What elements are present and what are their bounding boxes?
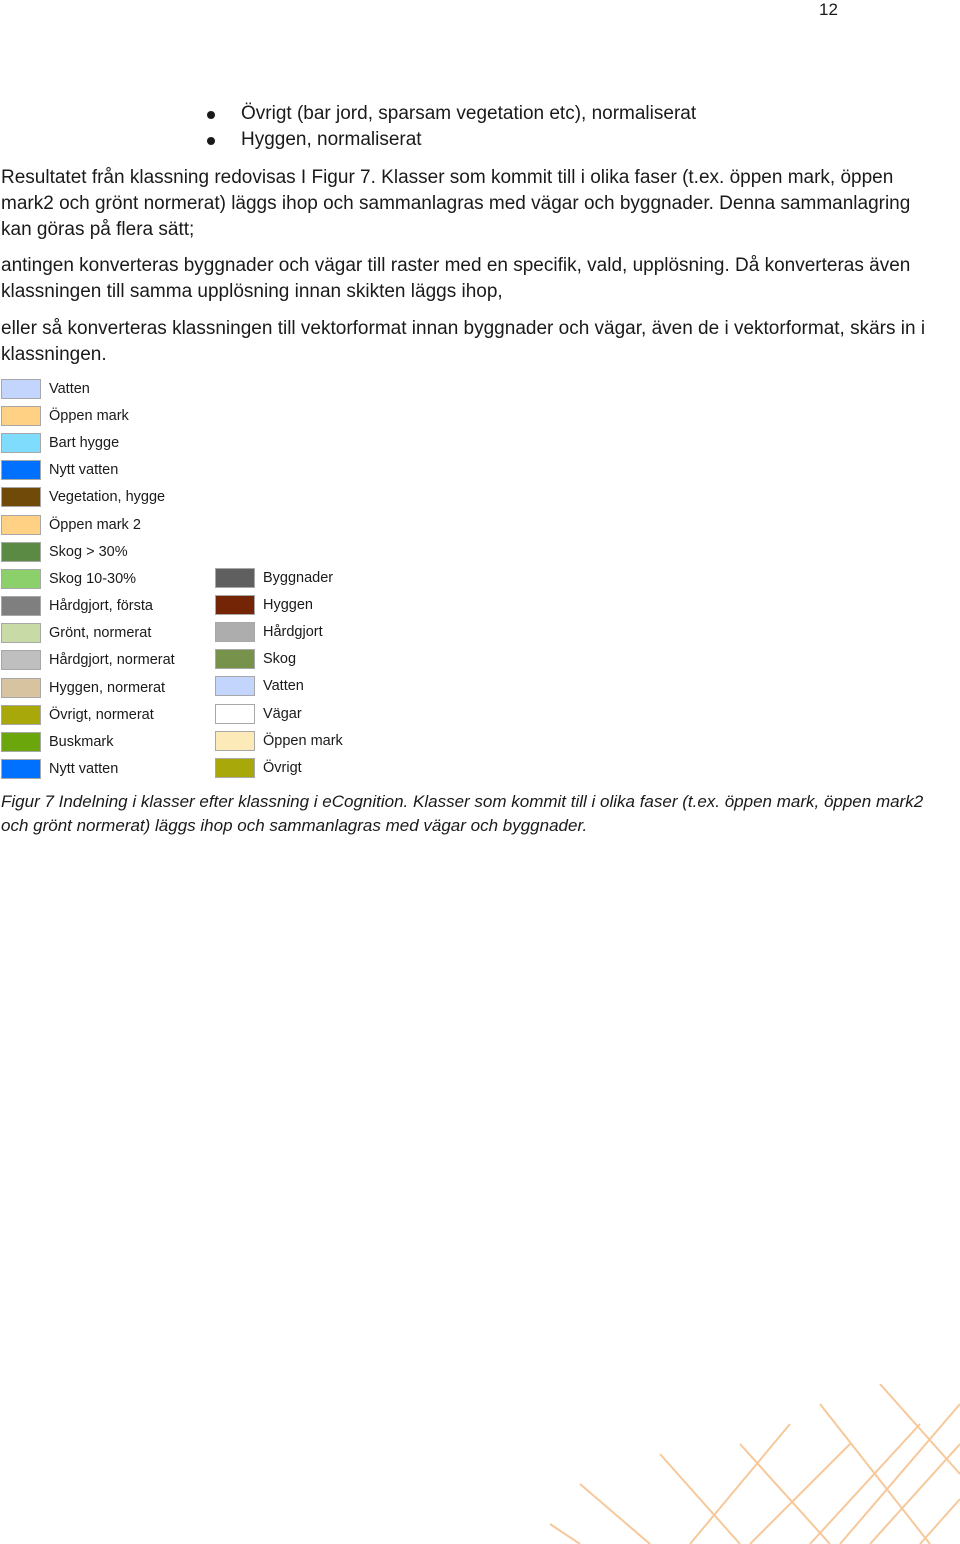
legend-label: Hyggen, normerat xyxy=(49,679,166,696)
paragraph: antingen konverteras byggnader och vägar till raster med en specifik, vald, upplösning. Då konverteras även klassningen till samma upplösning innan skikten läggs ihop, xyxy=(1,255,911,302)
legend-swatch xyxy=(1,515,41,535)
legend-label: Öppen mark xyxy=(263,732,343,749)
legend-swatch xyxy=(1,460,41,480)
legend-swatch xyxy=(1,732,41,752)
legend-label: Skog > 30% xyxy=(49,543,128,560)
legend-item xyxy=(215,727,343,754)
legend-label: Hårdgjort, normerat xyxy=(49,652,175,669)
decorative-grid-lines xyxy=(540,1384,960,1544)
legend-swatch xyxy=(1,569,41,589)
decor-line xyxy=(820,1404,930,1544)
legend-item xyxy=(1,484,175,511)
legend-item xyxy=(1,457,175,484)
legend-item xyxy=(1,756,175,783)
decor-line xyxy=(840,1404,960,1544)
legend-label: Vatten xyxy=(49,380,90,397)
decor-line xyxy=(880,1384,960,1474)
legend-swatch xyxy=(215,704,255,724)
legend-swatch xyxy=(1,487,41,507)
legend-swatch xyxy=(1,542,41,562)
legend-label: Vegetation, hygge xyxy=(49,489,166,506)
legend-swatch xyxy=(215,568,255,588)
paragraph: Resultatet från klassning redovisas I Figur 7. Klasser som kommit till i olika faser (t.ex. öppen mark, öppen mark2 och grönt normerat) läggs ihop och sammanlagras med vägar och byggnader. Denna sammanlagring kan göras på flera sätt; xyxy=(1,167,911,240)
decor-line xyxy=(580,1484,650,1544)
legend-label: Nytt vatten xyxy=(49,462,119,479)
legend-item xyxy=(1,674,175,701)
legend-swatch xyxy=(1,596,41,616)
legend-item xyxy=(215,646,343,673)
legend-item xyxy=(1,728,175,755)
legend-swatch xyxy=(1,406,41,426)
legend-label: Övrigt, normerat xyxy=(49,706,154,723)
legend-item xyxy=(1,647,175,674)
legend-merged-classes xyxy=(215,564,343,782)
legend-label: Övrigt xyxy=(263,759,302,776)
legend-swatch xyxy=(1,623,41,643)
decor-line xyxy=(740,1444,830,1544)
legend-swatch xyxy=(1,433,41,453)
legend-item xyxy=(1,429,175,456)
decor-line xyxy=(810,1424,920,1544)
legend-swatch xyxy=(215,649,255,669)
legend-label: Hårdgjort xyxy=(263,623,323,640)
legend-classes xyxy=(1,375,175,783)
legend-label: Nytt vatten xyxy=(49,761,119,778)
legend-swatch xyxy=(1,759,41,779)
legend-swatch xyxy=(215,731,255,751)
bullet-item: Övrigt (bar jord, sparsam vegetation etc), normaliserat xyxy=(205,101,696,127)
legend-label: Byggnader xyxy=(263,569,334,586)
page-number: 12 xyxy=(819,0,838,19)
bullet-item: Hyggen, normaliserat xyxy=(205,127,696,153)
legend-swatch xyxy=(1,379,41,399)
legend-label: Grönt, normerat xyxy=(49,625,152,642)
legend-label: Hårdgjort, första xyxy=(49,598,153,615)
legend-label: Skog 10-30% xyxy=(49,570,137,587)
decor-line xyxy=(920,1499,960,1544)
legend-label: Vatten xyxy=(263,678,304,695)
legend-label: Buskmark xyxy=(49,734,114,751)
legend-label: Vägar xyxy=(263,705,302,722)
legend-label: Öppen mark 2 xyxy=(49,516,141,533)
legend-swatch xyxy=(215,622,255,642)
legend-item xyxy=(1,375,175,402)
legend-item xyxy=(1,538,175,565)
legend-item xyxy=(215,618,343,645)
decor-line xyxy=(550,1524,580,1544)
legend-swatch xyxy=(1,705,41,725)
legend-swatch xyxy=(1,678,41,698)
legend-label: Hyggen xyxy=(263,596,313,613)
legend-label: Öppen mark xyxy=(49,407,129,424)
legend-item xyxy=(1,511,175,538)
legend-swatch xyxy=(215,595,255,615)
legend-swatch xyxy=(215,676,255,696)
legend-item xyxy=(1,620,175,647)
legend-item xyxy=(215,591,343,618)
bullet-list xyxy=(205,101,696,153)
legend-item xyxy=(215,673,343,700)
legend-swatch xyxy=(1,650,41,670)
legend-swatch xyxy=(215,758,255,778)
legend-item xyxy=(215,754,343,781)
figure-caption: Figur 7 Indelning i klasser efter klassning i eCognition. Klasser som kommit till i olika faser (t.ex. öppen mark, öppen mark2 och grönt normerat) läggs ihop och sammanlagras med vägar och byggnader. xyxy=(1,792,924,835)
decor-line xyxy=(750,1444,850,1544)
legend-label: Bart hygge xyxy=(49,434,120,451)
legend-item xyxy=(1,593,175,620)
paragraph: eller så konverteras klassningen till vektorformat innan byggnader och vägar, även de i vektorformat, skärs in i klassningen. xyxy=(1,318,926,365)
legend-item xyxy=(1,701,175,728)
legend-item xyxy=(1,565,175,592)
legend-item xyxy=(215,700,343,727)
legend-item xyxy=(215,564,343,591)
legend-item xyxy=(1,402,175,429)
legend-label: Skog xyxy=(263,651,297,668)
